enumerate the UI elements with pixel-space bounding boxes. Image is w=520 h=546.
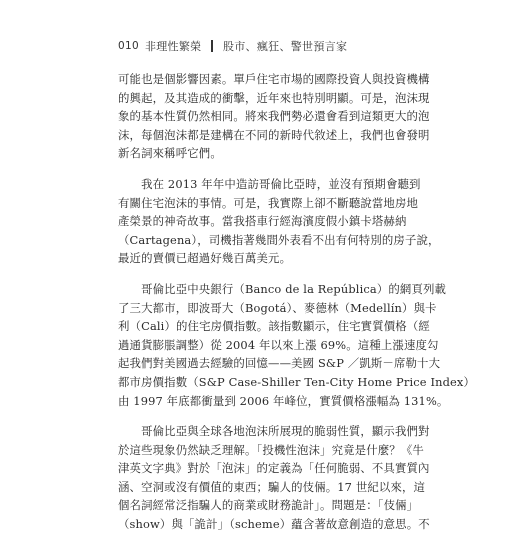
text-line: 利（Cali）的住宅房價指數。該指數顯示，住宅實質價格（經 <box>118 319 430 334</box>
text-line: 我在 2013 年年中造訪哥倫比亞時，並沒有預期會聽到 <box>118 176 421 191</box>
text-line: 的興起，及其造成的衝擊，近年來也特別明顯。可是，泡沫現 <box>118 90 430 105</box>
text-line: 象的基本性質仍然相同。將來我們勢必還會看到這類更大的泡 <box>118 109 430 124</box>
text-line: 涵、空洞或沒有價值的東西；騙人的伎倆。17 世紀以來，這 <box>118 479 426 494</box>
text-line: 可能也是個影響因素。單戶住宅市場的國際投資人與投資機構 <box>118 72 430 86</box>
text-line: （show）與「詭計」（scheme）蘊含著故意創造的意思。不 <box>118 517 430 532</box>
page-body <box>118 70 476 546</box>
text-line: 個名詞經常泛指騙人的商業或財務詭計」。問題是：「伎倆」 <box>118 498 419 513</box>
running-header <box>118 38 347 54</box>
paragraph-3 <box>118 280 476 410</box>
text-line: 由 1997 年底都衝量到 2006 年峰位，實質價格漲幅為 131%。 <box>118 393 449 408</box>
header-divider <box>211 40 213 52</box>
text-line: 新名詞來稱呼它們。 <box>118 146 222 161</box>
text-line: 於這些現象仍然缺乏理解。「投機性泡沫」究竟是什麼？《牛 <box>118 442 424 457</box>
text-line: 哥倫比亞中央銀行（Banco de la República）的網頁列載 <box>118 281 447 296</box>
paragraph-2 <box>118 175 440 268</box>
text-line: 最近的賣價已超過好幾百萬美元。 <box>118 251 292 266</box>
text-line: 起我們對美國過去經驗的回憶——美國 S&P ／凱斯－席勒十大 <box>118 356 441 371</box>
book-title: 非理性繁榮 <box>144 40 202 53</box>
paragraph-4 <box>118 422 430 534</box>
page-number: 010 <box>118 40 139 52</box>
text-line: 哥倫比亞與全球各地泡沫所展現的脆弱性質，顯示我們對 <box>118 424 430 439</box>
text-line: 了三大都市，即波哥大（Bogotá）、麥德林（Medellín）與卡 <box>118 300 437 315</box>
text-line: 津英文字典》對於「泡沫」的定義為「任何脆弱、不具實質內 <box>118 461 430 476</box>
text-line: （Cartagena），司機指著幾間外表看不出有何特別的房子說， <box>118 232 440 247</box>
text-line: 產榮景的神奇故事。當我搭車行經海濱度假小鎮卡塔赫納 <box>118 214 407 229</box>
text-line: 過通貨膨脹調整）從 2004 年以來上漲 69%。這種上漲速度勾 <box>118 337 439 352</box>
text-line: 都市房價指數（S&P Case-Shiller Ten-City Home Price Index） <box>118 374 476 389</box>
section-title: 股市、瘋狂、警世預言家 <box>222 40 348 53</box>
paragraph-1 <box>118 70 430 163</box>
text-line: 沫，每個泡沫都是建構在不同的新時代敘述上，我們也會發明 <box>118 127 430 142</box>
text-line: 有關住宅泡沫的事情。可是，我實際上卻不斷聽說當地房地 <box>118 195 419 210</box>
